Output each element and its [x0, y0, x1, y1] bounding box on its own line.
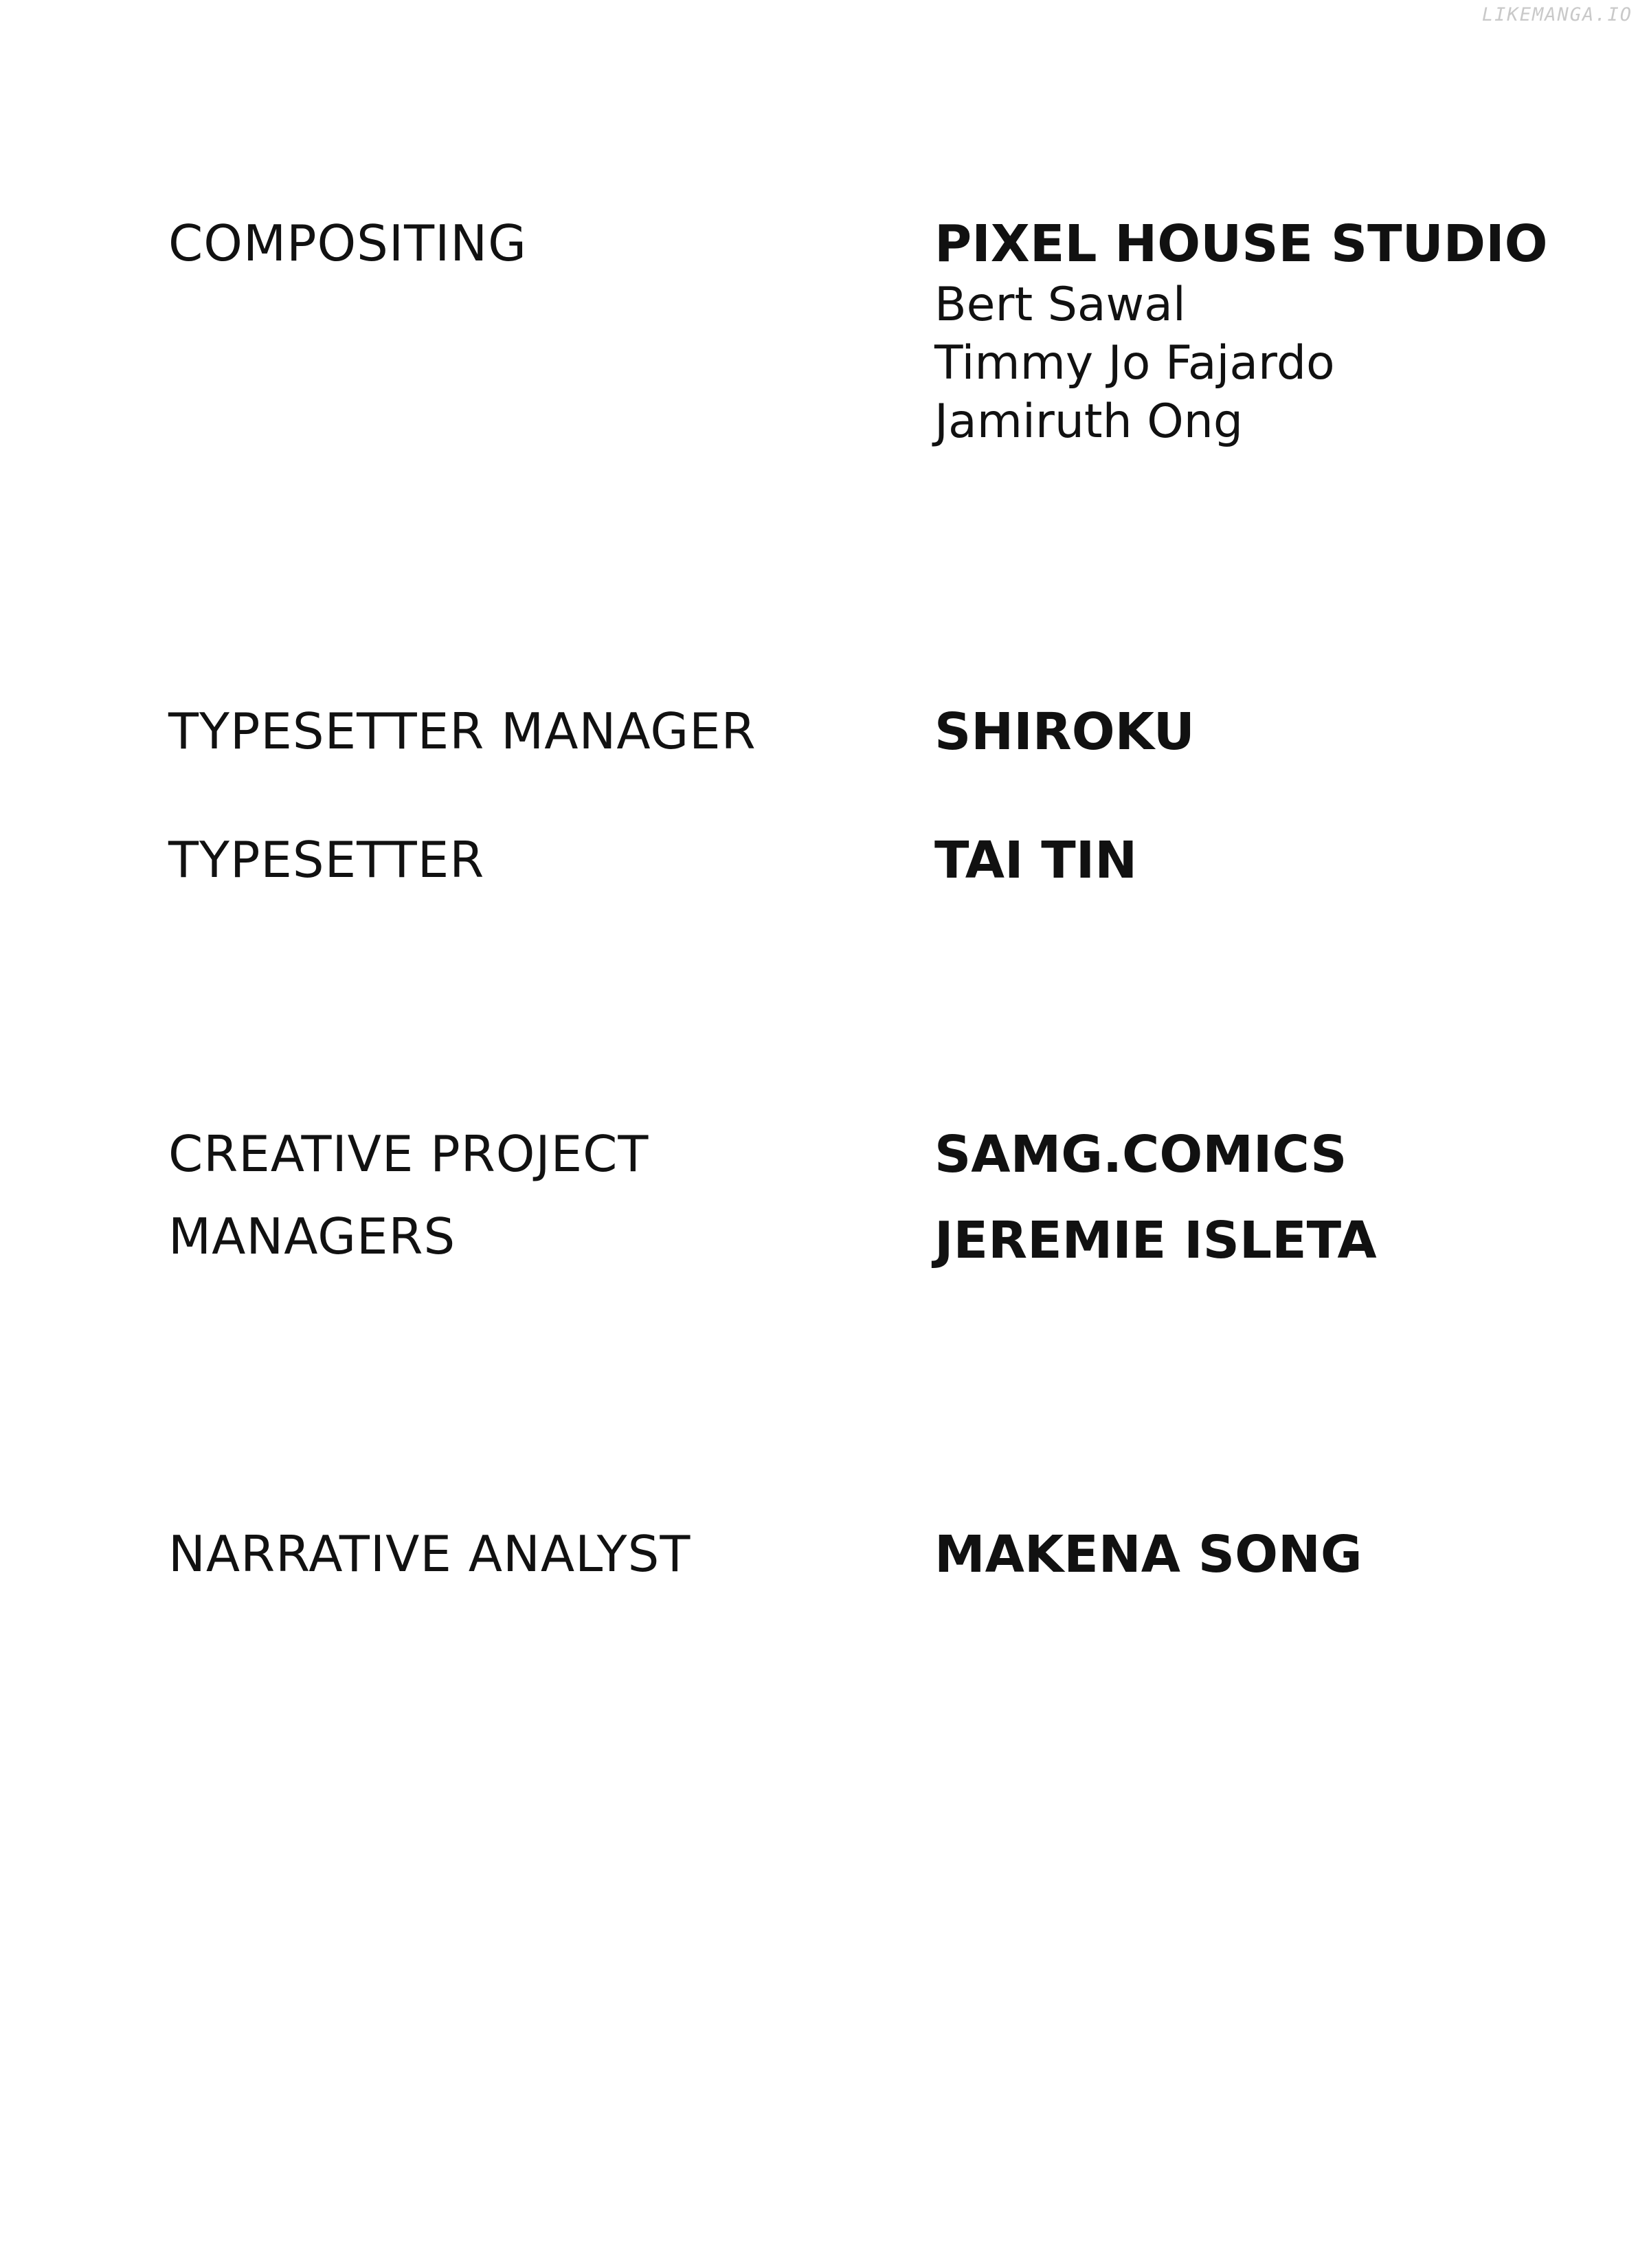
- role-narrative-analyst: NARRATIVE ANALYST: [168, 1525, 691, 1583]
- member-name: Jamiruth Ong: [934, 394, 1244, 449]
- name-narrative-analyst: MAKENA SONG: [934, 1525, 1362, 1584]
- member-name: Timmy Jo Fajardo: [934, 336, 1335, 390]
- role-creative-project-managers-line2: MANAGERS: [168, 1208, 456, 1265]
- role-compositing: COMPOSITING: [168, 214, 527, 272]
- role-creative-project-managers-line1: CREATIVE PROJECT: [168, 1125, 649, 1183]
- name-creative-project-manager: SAMG.COMICS: [934, 1125, 1347, 1184]
- studio-name: PIXEL HOUSE STUDIO: [934, 214, 1548, 274]
- role-typesetter-manager: TYPESETTER MANAGER: [168, 702, 756, 760]
- role-typesetter: TYPESETTER: [168, 831, 485, 889]
- name-creative-project-manager: JEREMIE ISLETA: [934, 1211, 1377, 1270]
- member-name: Bert Sawal: [934, 278, 1186, 332]
- name-typesetter-manager: SHIROKU: [934, 702, 1195, 761]
- name-typesetter: TAI TIN: [934, 831, 1138, 890]
- watermark: LIKEMANGA.IO: [1481, 4, 1633, 25]
